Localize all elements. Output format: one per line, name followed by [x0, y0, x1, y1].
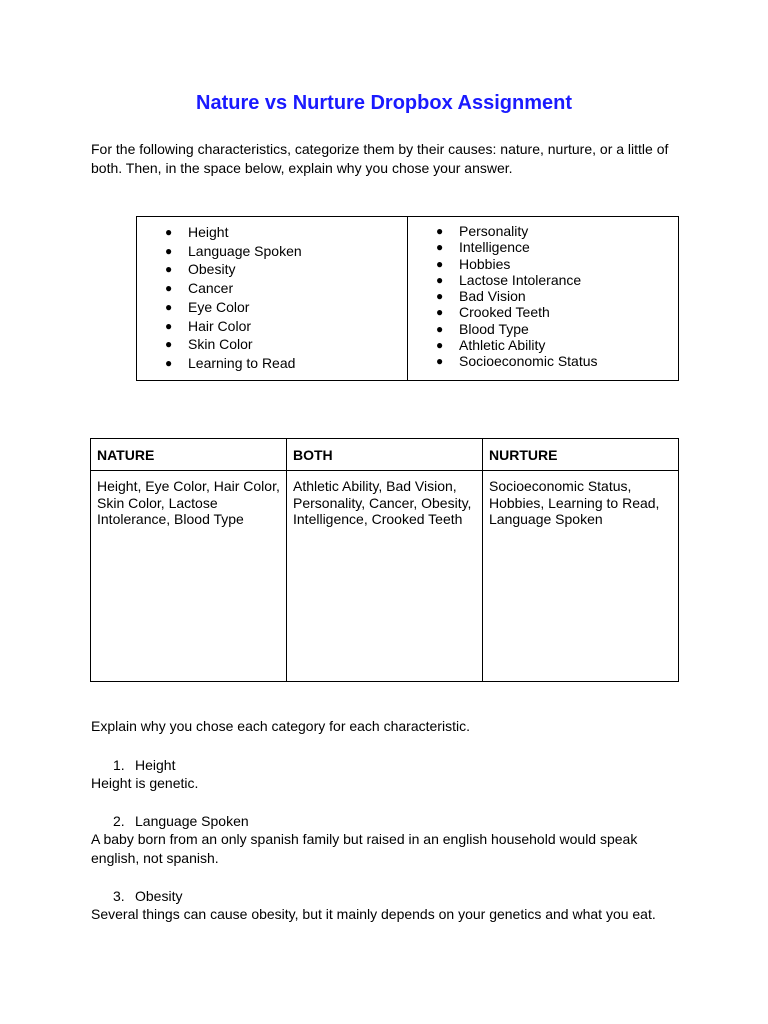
- list-item: [436, 272, 678, 288]
- item-title: Language Spoken: [135, 813, 249, 829]
- column-header-nature: NATURE: [91, 439, 287, 471]
- list-item-label: Obesity: [188, 261, 236, 278]
- nature-cell: Height, Eye Color, Hair Color, Skin Color, Lactose Intolerance, Blood Type: [91, 471, 287, 682]
- bullet-icon: ●: [165, 243, 173, 258]
- list-item-label: Hair Color: [188, 317, 252, 334]
- list-item-label: Blood Type: [459, 320, 529, 337]
- list-item-label: Language Spoken: [188, 242, 302, 259]
- list-item: [165, 335, 407, 354]
- characteristics-list-right: [408, 223, 678, 370]
- bullet-icon: ●: [436, 305, 444, 320]
- list-item: [436, 223, 678, 239]
- bullet-icon: ●: [436, 354, 444, 369]
- list-item-label: Athletic Ability: [459, 337, 546, 354]
- list-item: [165, 354, 407, 373]
- list-item: [436, 239, 678, 255]
- list-item: [436, 337, 678, 353]
- explanation-heading: Explain why you chose each category for each characteristic.: [91, 718, 470, 734]
- table-header-row: [91, 439, 679, 471]
- bullet-icon: ●: [436, 256, 444, 271]
- list-item-label: Hobbies: [459, 255, 511, 272]
- bullet-icon: ●: [436, 240, 444, 255]
- bullet-icon: ●: [165, 225, 173, 239]
- characteristics-column-right: [408, 217, 678, 380]
- characteristics-list-left: [137, 223, 407, 373]
- list-item: [165, 298, 407, 317]
- explanation-item-label: [113, 757, 175, 773]
- bullet-icon: ●: [165, 281, 173, 296]
- list-item-label: Eye Color: [188, 298, 250, 315]
- list-item: [165, 260, 407, 279]
- item-number: 3.: [113, 888, 125, 904]
- characteristics-column-left: [137, 217, 408, 380]
- category-table: [90, 438, 679, 682]
- list-item-label: Personality: [459, 223, 529, 239]
- item-title: Obesity: [135, 888, 183, 904]
- list-item-label: Intelligence: [459, 239, 530, 256]
- explanation-answer: Height is genetic.: [91, 775, 199, 791]
- list-item: [165, 317, 407, 336]
- list-item-label: Bad Vision: [459, 288, 526, 305]
- list-item-label: Cancer: [188, 280, 234, 297]
- list-item-label: Crooked Teeth: [459, 304, 550, 321]
- page-title: Nature vs Nurture Dropbox Assignment: [196, 92, 572, 114]
- item-number: 1.: [113, 757, 125, 773]
- intro-paragraph: For the following characteristics, categorize them by their causes: nature, nurture, or a little of both. Then, in the space below, explain why you chose your answer.: [91, 141, 669, 176]
- bullet-icon: ●: [165, 355, 173, 370]
- list-item: [165, 223, 407, 242]
- bullet-icon: ●: [436, 272, 444, 287]
- item-number: 2.: [113, 813, 125, 829]
- column-header-both: BOTH: [287, 439, 483, 471]
- list-item: [436, 321, 678, 337]
- list-item: [436, 353, 678, 369]
- item-title: Height: [135, 757, 176, 773]
- characteristics-table: [136, 216, 679, 381]
- list-item: [436, 288, 678, 304]
- table-row: [91, 471, 679, 682]
- bullet-icon: ●: [436, 224, 444, 238]
- list-item: [165, 279, 407, 298]
- both-cell: Athletic Ability, Bad Vision, Personality, Cancer, Obesity, Intelligence, Crooked Teeth: [287, 471, 483, 682]
- bullet-icon: ●: [436, 338, 444, 353]
- nurture-cell: Socioeconomic Status, Hobbies, Learning to Read, Language Spoken: [483, 471, 679, 682]
- list-item-label: Learning to Read: [188, 354, 296, 371]
- list-item-label: Height: [188, 224, 229, 240]
- bullet-icon: ●: [165, 337, 173, 352]
- explanation-answer: Several things can cause obesity, but it mainly depends on your genetics and what you eat.: [91, 906, 656, 922]
- bullet-icon: ●: [165, 262, 173, 277]
- list-item: [436, 256, 678, 272]
- bullet-icon: ●: [165, 318, 173, 333]
- list-item-label: Lactose Intolerance: [459, 271, 582, 288]
- list-item: [165, 242, 407, 261]
- column-header-nurture: NURTURE: [483, 439, 679, 471]
- explanation-answer: A baby born from an only spanish family but raised in an english household would speak english, not spanish.: [91, 831, 638, 866]
- list-item-label: Skin Color: [188, 336, 253, 353]
- bullet-icon: ●: [165, 299, 173, 314]
- list-item-label: Socioeconomic Status: [459, 353, 598, 370]
- explanation-item-label: [113, 813, 249, 829]
- bullet-icon: ●: [436, 289, 444, 304]
- list-item: [436, 304, 678, 320]
- bullet-icon: ●: [436, 321, 444, 336]
- explanation-item-label: [113, 888, 182, 904]
